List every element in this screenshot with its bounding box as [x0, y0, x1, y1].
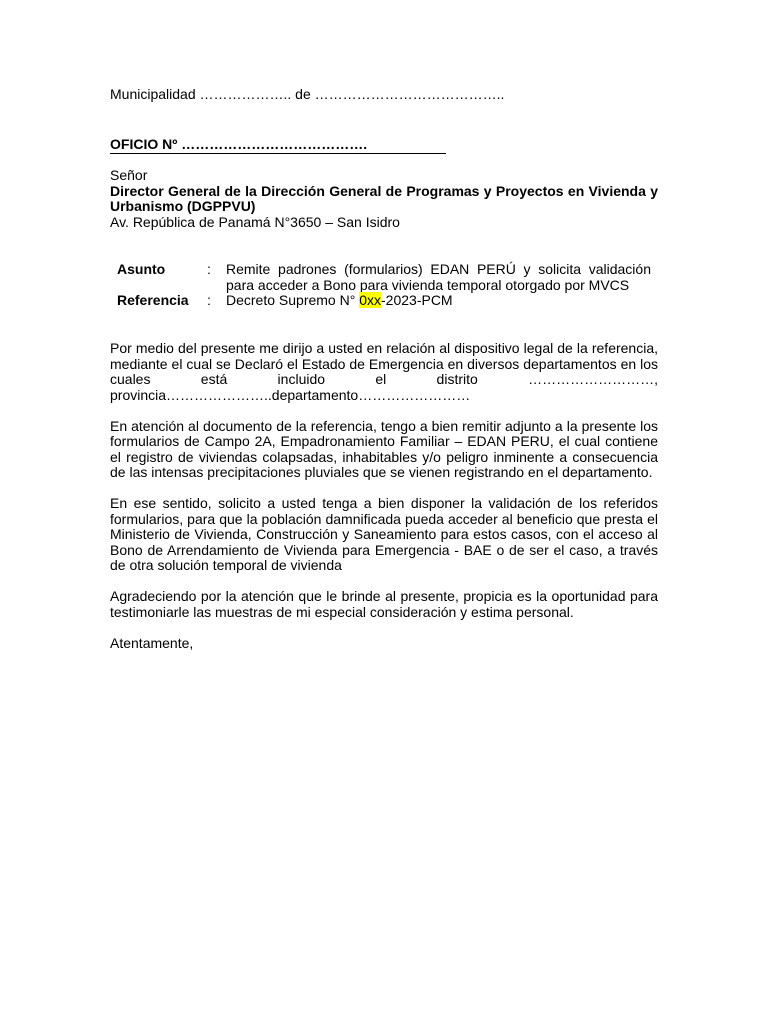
asunto-colon: :	[207, 261, 211, 277]
municipalidad-line: Municipalidad ……………….. de …………………………………..	[110, 86, 505, 102]
addressee-title: Director General de la Dirección General de Programas y Proyectos en Vivienda y Urbanismo (DGPPVU)	[110, 182, 658, 214]
paragraph-3: En ese sentido, solicito a usted tenga a bien disponer la validación de los referidos formularios, para que la población damnificada pueda acceder al beneficio que presta el Ministerio de Vivienda, Construcción y Saneamiento para estos casos, con el acceso al Bono de Arrendamiento de Vivienda para Emergencia - BAE o de ser el caso, a través de otra solución temporal de vivienda	[110, 495, 658, 573]
referencia-row	[117, 293, 651, 309]
referencia-value	[226, 293, 651, 309]
asunto-label: Asunto	[117, 261, 166, 277]
oficio-number: OFICIO Nº ………………………………….	[110, 137, 446, 154]
letter-body	[110, 341, 658, 667]
asunto-row	[117, 262, 651, 293]
referencia-label: Referencia	[117, 292, 189, 308]
reference-table	[117, 262, 651, 309]
paragraph-2: En atención al documento de la referencia, tengo a bien remitir adjunto a la presente los formularios de Campo 2A, Empadronamiento Familiar – EDAN PERU, el cual contiene el registro de viviendas colapsadas, inhabitables y/o peligro inminente a consecuencia de las intensas precipitaciones pluviales que se vienen registrando en el departamento.	[110, 417, 658, 480]
addressee-address: Av. República de Panamá N°3650 – San Isidro	[110, 213, 400, 230]
paragraph-4: Agradeciendo por la atención que le brinde al presente, propicia es la oportunidad para testimoniarle las muestras de mi especial consideración y estima personal.	[110, 588, 658, 620]
addressee-block	[110, 168, 658, 230]
salutation: Señor	[110, 167, 148, 183]
asunto-value: Remite padrones (formularios) EDAN PERÚ y solicita validación para acceder a Bono para vivienda temporal otorgado por MVCS	[226, 261, 651, 293]
referencia-highlight: 0xx	[359, 292, 382, 308]
referencia-prefix: Decreto Supremo N°	[226, 292, 360, 308]
referencia-suffix: -2023-PCM	[381, 292, 453, 308]
referencia-colon: :	[207, 292, 211, 308]
closing: Atentamente,	[110, 634, 194, 651]
paragraph-1: Por medio del presente me dirijo a usted en relación al dispositivo legal de la referencia, mediante el cual se Declaró el Estado de Emergencia en diversos departamentos en los cuales está incluido el distrito ………………………, provincia…………………..departamento……………………	[110, 340, 658, 403]
